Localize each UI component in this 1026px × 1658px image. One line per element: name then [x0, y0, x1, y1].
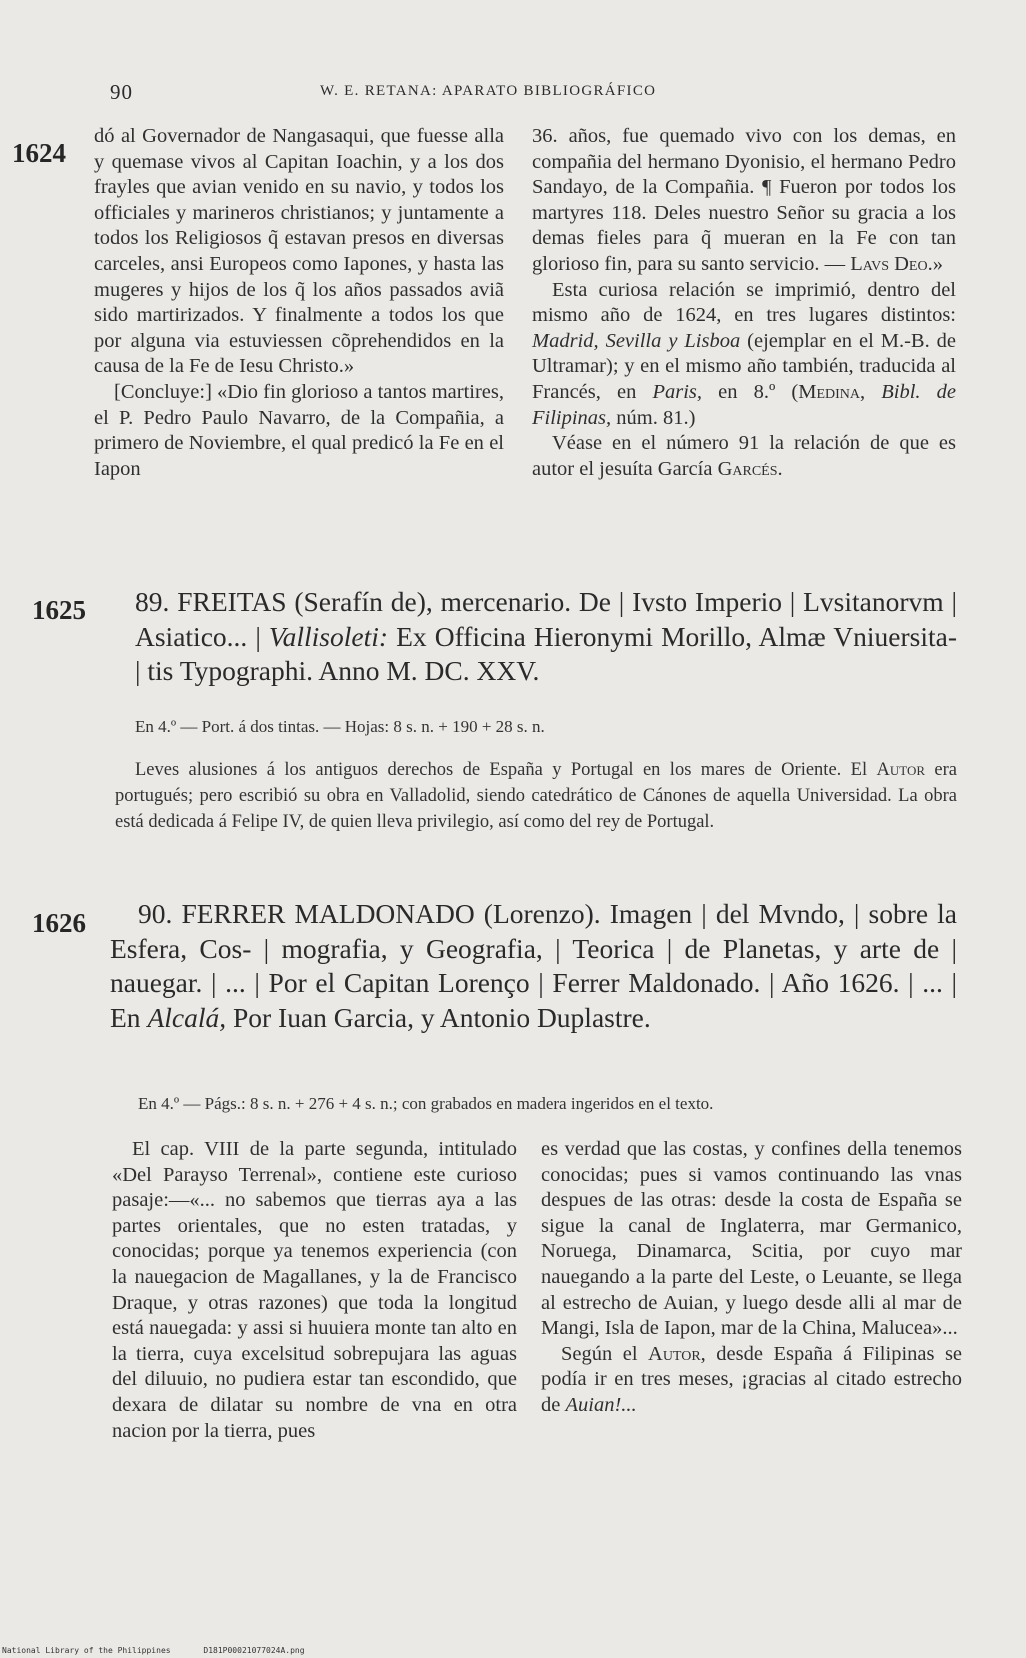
entry-89-collation: En 4.º — Port. á dos tintas. — Hojas: 8 s. n. + 190 + 28 s. n. [135, 717, 545, 736]
text: Garcés. [717, 457, 783, 480]
text: 89. FREITAS (Serafín de), mercenario. De | Ivsto Imperio | Lvsitanorvm | Asiatico... | [135, 586, 957, 652]
entry-90-collation: En 4.º — Págs.: 8 s. n. + 276 + 4 s. n.; con grabados en madera ingeridos en el texto. [138, 1094, 714, 1113]
text: en 8.º ( [718, 380, 799, 403]
file-name: D181P00021077024A.png [203, 1646, 305, 1655]
text: Leves alusiones á los antiguos derechos de España y Portugal en los mares de Oriente. El [135, 760, 868, 780]
paragraph [532, 278, 956, 432]
text: 90. FERRER MALDONADO (Lorenzo). Imagen | del Mvndo, | sobre la Esfera, Cos- | mografia, y Geografia, | Teorica | de Planetas, y arte de | nauegar. | ... | Por el Capitan Lorenço | Ferrer Maldonado. | Año 1626. | ... | En [110, 898, 957, 1033]
right-column-1626 [541, 1137, 962, 1419]
running-title: W. E. RETANA: APARATO BIBLIOGRÁFICO [320, 83, 657, 99]
paragraph [532, 124, 956, 278]
paragraph: es verdad que las costas, y confines della tenemos conocidas; pues si vamos continuando las vnas despues de las otras: desde la costa de España se sigue la canal de Inglaterra, mar Germanico, Noruega, Dinamarca, Scitia, por cuyo mar nauegando a la parte del Leste, o Leuante, se llega al estrecho de Auian, y luego desde alli al mar de Mangi, Isla de Iapon, mar de la China, Malucea»... [541, 1138, 962, 1340]
text: núm. 81.) [616, 406, 696, 429]
text: Ex Officina Hieronymi Morillo, Almæ Vniuersita- | tis Typographi. Anno M. DC. XXV. [135, 620, 958, 686]
text: desde España á Filipinas se podía ir en tres meses, ¡gracias al citado estrecho de [541, 1342, 963, 1416]
text: Alcalá, [147, 1001, 227, 1033]
text: Según el [561, 1342, 638, 1365]
right-column-1624 [532, 124, 956, 482]
text: Bibl. de Filipinas, [532, 380, 957, 429]
text: Paris, [652, 380, 703, 403]
text: Por Iuan Garcia, y Antonio Duplastre. [232, 1001, 651, 1033]
year-1626: 1626 [32, 908, 86, 938]
paragraph: [Concluye:] «Dio fin glorioso a tantos martires, el P. Pedro Paulo Navarro, de la Compañia, a primero de Noviembre, el qual predicó la Fe en el Iapon [94, 380, 504, 480]
entry-89-note [115, 757, 957, 835]
paragraph: El cap. VIII de la parte segunda, intitulado «Del Parayso Terrenal», contiene este curioso pasaje:—«... no sabemos que tierras aya a las partes orientales, que no esten tratadas, y conocidas; porque ya tenemos experiencia (con la nauegacion de Magallanes, y la de Francisco Draque, y otras razones) que toda la longitud está nauegada: y assi si huuiera monte tan alto en la tierra, cuya excelsitud sobrepujara las aguas del diluuio, no pudiera estar tan escondido, que dexara de dilatar su nombre de vna en otra nacion por la tierra, pues [112, 1138, 517, 1442]
left-column-1624 [94, 124, 504, 482]
text: Auian!... [565, 1393, 637, 1416]
page-number: 90 [110, 80, 133, 104]
scan-footer [2, 1646, 333, 1655]
text: Véase en el número 91 la relación de que es autor el jesuíta García [532, 432, 956, 480]
entry-90-title [110, 897, 957, 1035]
year-1624: 1624 [12, 138, 66, 168]
text: Esta curiosa relación se imprimió, dentro del mismo año de 1624, en tres lugares distintos: [532, 278, 956, 327]
text: Vallisoleti: [268, 620, 389, 652]
text: era portugués; pero escribió su obra en Valladolid, siendo catedrático de Cánones de aquella Universidad. La obra está dedicada á Felipe IV, de quien lleva privilegio, así como del rey de Portugal. [115, 760, 957, 832]
text: Medina, [798, 380, 866, 403]
entry-89-title [135, 585, 957, 689]
text: Lavs Deo.» [850, 252, 943, 275]
library-name: National Library of the Philippines [2, 1646, 171, 1655]
paragraph [532, 431, 956, 482]
text: Madrid, Sevilla y Lisboa [532, 329, 741, 352]
paragraph [541, 1342, 962, 1419]
paragraph: dó al Governador de Nangasaqui, que fuesse alla y quemase vivos al Capitan Ioachin, y a los dos frayles que avian venido en su navio, y todos los officiales y marineros christianos; y juntamente a todos los Religiosos q̃ estavan presos en diversas carceles, ansi Europeos como Iapones, y hasta las mugeres y hijos de los q̃ los años passados aviã sido martirizados. Y finalmente a todos los que por alguna via estuviessen cõprehendidos en la causa de la Fe de Iesu Christo.» [94, 125, 504, 378]
year-1625: 1625 [32, 595, 86, 625]
text: Autor [876, 760, 926, 780]
text: (ejemplar en el M.-B. de Ultramar); y en el mismo año también, traducida al Francés, en [532, 329, 956, 403]
running-header [110, 80, 940, 110]
left-column-1626 [112, 1137, 517, 1444]
text: Autor, [648, 1342, 706, 1365]
text: 36. años, fue quemado vivo con los demas, en compañia del hermano Dyonisio, el hermano Pedro Sandayo, de la Compañia. ¶ Fueron por todos los martyres 118. Deles nuestro Señor su gracia a los demas fieles para q̃ mueran en la Fe con tan glorioso fin, para su santo servicio. — [532, 125, 956, 275]
